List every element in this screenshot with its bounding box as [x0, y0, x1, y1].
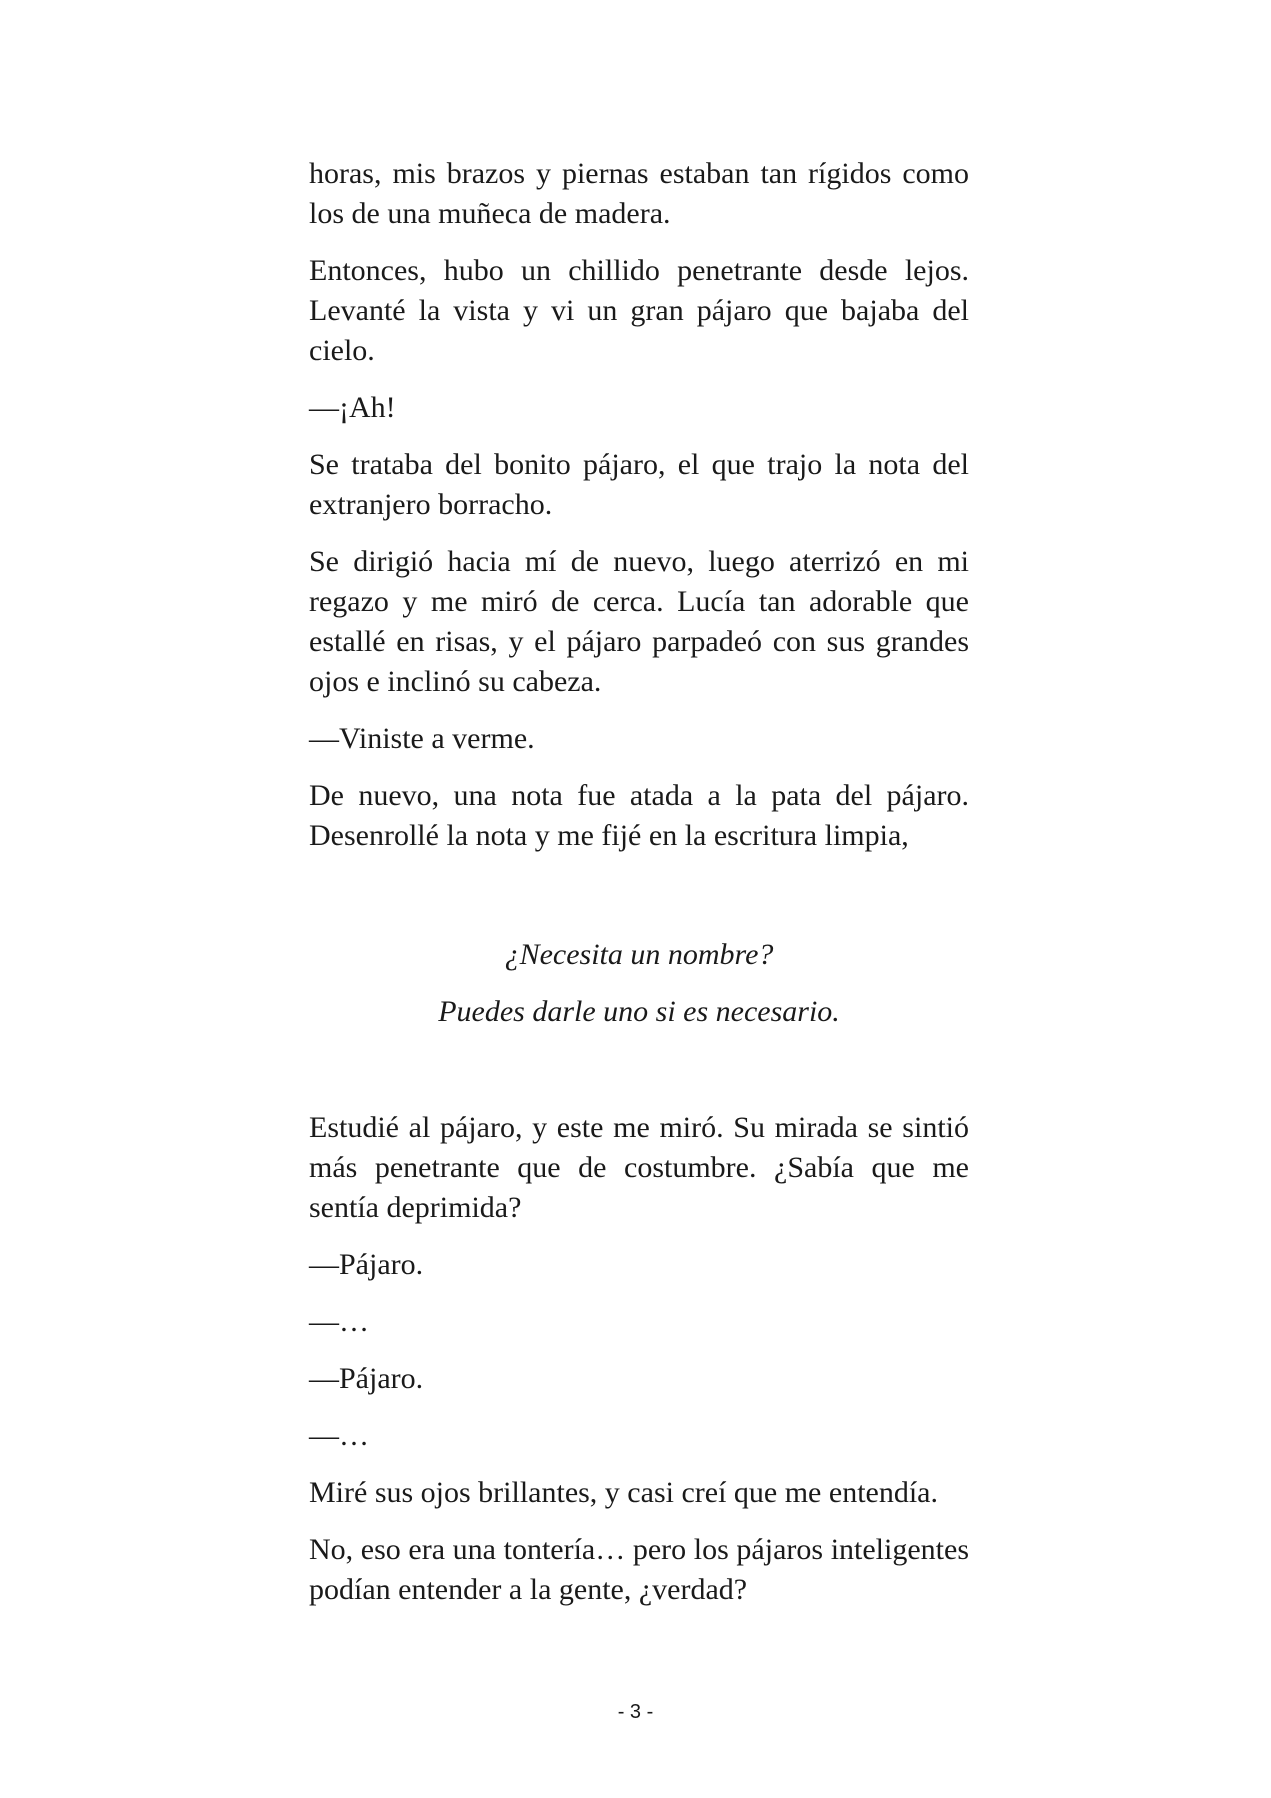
dialogue-line: —Pájaro. — [309, 1362, 424, 1395]
note-text — [309, 935, 969, 1049]
paragraph: Miré sus ojos brillantes, y casi creí que me entendía. — [309, 1476, 938, 1509]
text-block-bottom — [309, 1108, 969, 1627]
note-line: ¿Necesita un nombre? — [504, 938, 774, 971]
paragraph: Estudié al pájaro, y este me miró. Su mirada se sintió más penetrante que de costumbre. ¿Sabía que me sentía deprimida? — [309, 1111, 969, 1224]
dialogue-line: —… — [309, 1419, 369, 1452]
paragraph: Entonces, hubo un chillido penetrante desde lejos. Levanté la vista y vi un gran pájaro que bajaba del cielo. — [309, 254, 969, 367]
dialogue-line: —Pájaro. — [309, 1248, 424, 1281]
dialogue-line: —Viniste a verme. — [309, 722, 535, 755]
paragraph: Se dirigió hacia mí de nuevo, luego aterrizó en mi regazo y me miró de cerca. Lucía tan adorable que estallé en risas, y el pájaro parpadeó con sus grandes ojos e inclinó su cabeza. — [309, 545, 969, 698]
paragraph: Se trataba del bonito pájaro, el que trajo la nota del extranjero borracho. — [309, 448, 969, 521]
paragraph: De nuevo, una nota fue atada a la pata del pájaro. Desenrollé la nota y me fijé en la escritura limpia, — [309, 779, 969, 852]
text-block-top — [309, 154, 969, 873]
note-line: Puedes darle uno si es necesario. — [438, 995, 840, 1028]
dialogue-line: —… — [309, 1305, 369, 1338]
dialogue-line: —¡Ah! — [309, 391, 396, 424]
paragraph: horas, mis brazos y piernas estaban tan rígidos como los de una muñeca de madera. — [309, 157, 969, 230]
page-number: - 3 - — [617, 1701, 654, 1723]
paragraph: No, eso era una tontería… pero los pájaros inteligentes podían entender a la gente, ¿verdad? — [309, 1533, 969, 1606]
